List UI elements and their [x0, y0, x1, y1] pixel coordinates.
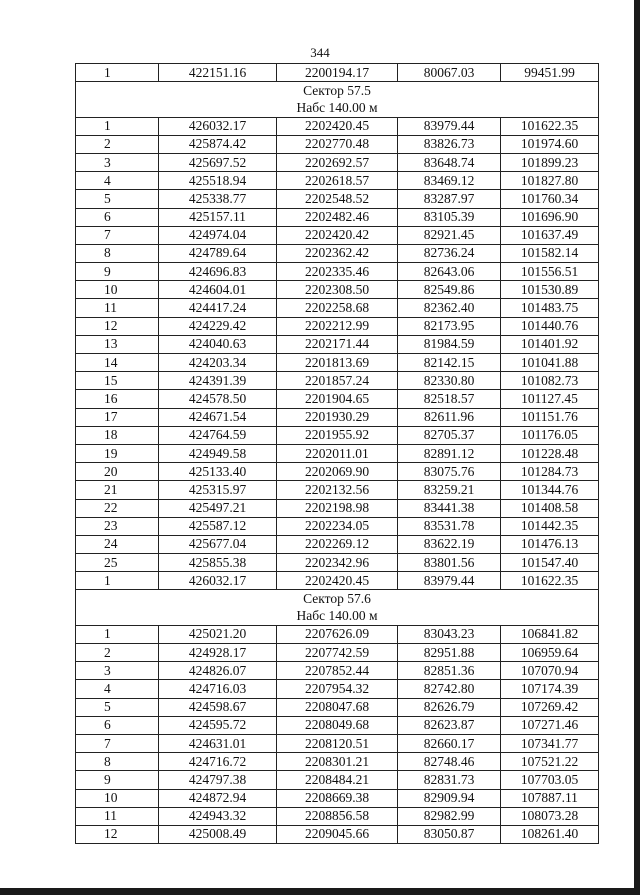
coord-x-cell: 424578.50: [159, 390, 277, 408]
local-y-cell: 107341.77: [501, 734, 599, 752]
local-y-cell: 101899.23: [501, 153, 599, 171]
local-x-cell: 83826.73: [398, 135, 501, 153]
local-x-cell: 83287.97: [398, 190, 501, 208]
point-number-cell: 17: [76, 408, 159, 426]
coord-x-cell: 425874.42: [159, 135, 277, 153]
coord-y-cell: 2202212.99: [277, 317, 398, 335]
coord-y-cell: 2208049.68: [277, 716, 398, 734]
local-y-cell: 107070.94: [501, 662, 599, 680]
table-row: [76, 335, 599, 353]
point-number-cell: 7: [76, 226, 159, 244]
coord-x-cell: 424872.94: [159, 789, 277, 807]
local-x-cell: 83979.44: [398, 572, 501, 590]
local-y-cell: 106959.64: [501, 644, 599, 662]
local-y-cell: 101974.60: [501, 135, 599, 153]
coord-x-cell: 424417.24: [159, 299, 277, 317]
coord-x-cell: 424203.34: [159, 354, 277, 372]
point-number-cell: 16: [76, 390, 159, 408]
local-x-cell: 81984.59: [398, 335, 501, 353]
point-number-cell: 7: [76, 734, 159, 752]
coord-x-cell: 424631.01: [159, 734, 277, 752]
local-y-cell: 101442.35: [501, 517, 599, 535]
local-y-cell: 101440.76: [501, 317, 599, 335]
coord-y-cell: 2202269.12: [277, 535, 398, 553]
local-y-cell: 101622.35: [501, 572, 599, 590]
coord-x-cell: 424595.72: [159, 716, 277, 734]
local-x-cell: 83469.12: [398, 172, 501, 190]
coord-y-cell: 2202258.68: [277, 299, 398, 317]
coord-y-cell: 2202335.46: [277, 263, 398, 281]
coord-y-cell: 2201904.65: [277, 390, 398, 408]
local-x-cell: 82626.79: [398, 698, 501, 716]
local-x-cell: 83622.19: [398, 535, 501, 553]
sector-title-row: [76, 590, 599, 608]
local-y-cell: 101408.58: [501, 499, 599, 517]
coord-y-cell: 2202011.01: [277, 444, 398, 462]
table-row: [76, 554, 599, 572]
coord-x-cell: 425338.77: [159, 190, 277, 208]
point-number-cell: 25: [76, 554, 159, 572]
local-y-cell: 107271.46: [501, 716, 599, 734]
table-row: [76, 535, 599, 553]
table-row: [76, 444, 599, 462]
local-x-cell: 83050.87: [398, 825, 501, 843]
table-row: [76, 499, 599, 517]
local-y-cell: 101547.40: [501, 554, 599, 572]
table-row: [76, 481, 599, 499]
local-y-cell: 101401.92: [501, 335, 599, 353]
point-number-cell: 10: [76, 281, 159, 299]
table-row: [76, 789, 599, 807]
local-y-cell: 101476.13: [501, 535, 599, 553]
coord-y-cell: 2202234.05: [277, 517, 398, 535]
local-x-cell: 82705.37: [398, 426, 501, 444]
point-number-cell: 10: [76, 789, 159, 807]
coord-y-cell: 2207852.44: [277, 662, 398, 680]
table-row: [76, 572, 599, 590]
coordinates-table-body: [76, 64, 599, 844]
coord-y-cell: 2208856.58: [277, 807, 398, 825]
coord-x-cell: 425855.38: [159, 554, 277, 572]
coord-y-cell: 2201955.92: [277, 426, 398, 444]
local-x-cell: 83979.44: [398, 117, 501, 135]
coord-x-cell: 425021.20: [159, 625, 277, 643]
local-y-cell: 101696.90: [501, 208, 599, 226]
coord-x-cell: 425587.12: [159, 517, 277, 535]
coord-y-cell: 2202548.52: [277, 190, 398, 208]
local-x-cell: 83441.38: [398, 499, 501, 517]
local-x-cell: 82742.80: [398, 680, 501, 698]
table-row: [76, 153, 599, 171]
coord-x-cell: 424604.01: [159, 281, 277, 299]
coord-y-cell: 2202069.90: [277, 463, 398, 481]
table-row: [76, 190, 599, 208]
coord-y-cell: 2202618.57: [277, 172, 398, 190]
coord-x-cell: 424928.17: [159, 644, 277, 662]
table-row: [76, 625, 599, 643]
coord-y-cell: 2202692.57: [277, 153, 398, 171]
coord-x-cell: 426032.17: [159, 572, 277, 590]
point-number-cell: 9: [76, 263, 159, 281]
table-row: [76, 463, 599, 481]
local-y-cell: 107269.42: [501, 698, 599, 716]
coord-x-cell: 424716.72: [159, 753, 277, 771]
local-y-cell: 107703.05: [501, 771, 599, 789]
coord-x-cell: 424696.83: [159, 263, 277, 281]
local-y-cell: 101127.45: [501, 390, 599, 408]
point-number-cell: 2: [76, 135, 159, 153]
point-number-cell: 11: [76, 299, 159, 317]
coord-y-cell: 2202482.46: [277, 208, 398, 226]
table-row: [76, 263, 599, 281]
coord-x-cell: 426032.17: [159, 117, 277, 135]
point-number-cell: 19: [76, 444, 159, 462]
coord-x-cell: 424789.64: [159, 244, 277, 262]
table-row: [76, 64, 599, 82]
point-number-cell: 8: [76, 753, 159, 771]
local-x-cell: 82891.12: [398, 444, 501, 462]
coord-x-cell: 425157.11: [159, 208, 277, 226]
local-y-cell: 107887.11: [501, 789, 599, 807]
point-number-cell: 24: [76, 535, 159, 553]
table-row: [76, 644, 599, 662]
point-number-cell: 6: [76, 716, 159, 734]
sector-height-row: [76, 608, 599, 626]
local-x-cell: 82736.24: [398, 244, 501, 262]
point-number-cell: 1: [76, 572, 159, 590]
local-x-cell: 83043.23: [398, 625, 501, 643]
point-number-cell: 8: [76, 244, 159, 262]
point-number-cell: 6: [76, 208, 159, 226]
coord-y-cell: 2201857.24: [277, 372, 398, 390]
table-row: [76, 372, 599, 390]
table-row: [76, 716, 599, 734]
local-y-cell: 101622.35: [501, 117, 599, 135]
table-row: [76, 281, 599, 299]
local-x-cell: 82982.99: [398, 807, 501, 825]
local-x-cell: 83531.78: [398, 517, 501, 535]
local-y-cell: 101082.73: [501, 372, 599, 390]
point-number-cell: 1: [76, 64, 159, 82]
coord-y-cell: 2207626.09: [277, 625, 398, 643]
local-y-cell: 108261.40: [501, 825, 599, 843]
local-y-cell: 99451.99: [501, 64, 599, 82]
local-y-cell: 101284.73: [501, 463, 599, 481]
point-number-cell: 11: [76, 807, 159, 825]
table-row: [76, 517, 599, 535]
table-row: [76, 734, 599, 752]
local-y-cell: 101344.76: [501, 481, 599, 499]
local-x-cell: 82518.57: [398, 390, 501, 408]
point-number-cell: 1: [76, 625, 159, 643]
sector-title: Сектор 57.5: [76, 82, 599, 100]
table-row: [76, 117, 599, 135]
coord-y-cell: 2202198.98: [277, 499, 398, 517]
local-y-cell: 101637.49: [501, 226, 599, 244]
table-row: [76, 317, 599, 335]
coord-y-cell: 2208120.51: [277, 734, 398, 752]
sector-height: Набс 140.00 м: [76, 608, 599, 626]
coord-y-cell: 2208669.38: [277, 789, 398, 807]
local-y-cell: 101041.88: [501, 354, 599, 372]
coord-x-cell: 425497.21: [159, 499, 277, 517]
coord-y-cell: 2202420.42: [277, 226, 398, 244]
local-x-cell: 82951.88: [398, 644, 501, 662]
table-row: [76, 354, 599, 372]
local-y-cell: 107521.22: [501, 753, 599, 771]
coord-x-cell: 425315.97: [159, 481, 277, 499]
table-row: [76, 172, 599, 190]
coord-x-cell: 424229.42: [159, 317, 277, 335]
local-x-cell: 83801.56: [398, 554, 501, 572]
local-y-cell: 101176.05: [501, 426, 599, 444]
table-row: [76, 426, 599, 444]
local-x-cell: 82611.96: [398, 408, 501, 426]
local-y-cell: 101151.76: [501, 408, 599, 426]
coord-y-cell: 2209045.66: [277, 825, 398, 843]
table-row: [76, 662, 599, 680]
point-number-cell: 13: [76, 335, 159, 353]
coord-x-cell: 424391.39: [159, 372, 277, 390]
coord-x-cell: 425697.52: [159, 153, 277, 171]
coord-y-cell: 2202308.50: [277, 281, 398, 299]
coord-x-cell: 424040.63: [159, 335, 277, 353]
table-row: [76, 807, 599, 825]
point-number-cell: 18: [76, 426, 159, 444]
local-y-cell: 101483.75: [501, 299, 599, 317]
point-number-cell: 3: [76, 662, 159, 680]
local-x-cell: 80067.03: [398, 64, 501, 82]
table-row: [76, 680, 599, 698]
coord-y-cell: 2208484.21: [277, 771, 398, 789]
table-row: [76, 244, 599, 262]
scan-edge-right: [634, 0, 640, 895]
local-x-cell: 83259.21: [398, 481, 501, 499]
coord-x-cell: 425518.94: [159, 172, 277, 190]
local-y-cell: 101530.89: [501, 281, 599, 299]
table-row: [76, 698, 599, 716]
point-number-cell: 4: [76, 172, 159, 190]
point-number-cell: 12: [76, 825, 159, 843]
point-number-cell: 2: [76, 644, 159, 662]
point-number-cell: 23: [76, 517, 159, 535]
point-number-cell: 5: [76, 190, 159, 208]
local-x-cell: 83075.76: [398, 463, 501, 481]
coord-y-cell: 2202770.48: [277, 135, 398, 153]
local-x-cell: 82748.46: [398, 753, 501, 771]
local-y-cell: 101582.14: [501, 244, 599, 262]
coord-y-cell: 2200194.17: [277, 64, 398, 82]
local-y-cell: 106841.82: [501, 625, 599, 643]
local-x-cell: 82362.40: [398, 299, 501, 317]
table-row: [76, 135, 599, 153]
coord-y-cell: 2202342.96: [277, 554, 398, 572]
sector-title: Сектор 57.6: [76, 590, 599, 608]
local-x-cell: 83648.74: [398, 153, 501, 171]
coord-x-cell: 424716.03: [159, 680, 277, 698]
local-y-cell: 101827.80: [501, 172, 599, 190]
local-x-cell: 82831.73: [398, 771, 501, 789]
coord-x-cell: 424671.54: [159, 408, 277, 426]
table-row: [76, 208, 599, 226]
table-row: [76, 753, 599, 771]
point-number-cell: 4: [76, 680, 159, 698]
point-number-cell: 22: [76, 499, 159, 517]
coord-x-cell: 422151.16: [159, 64, 277, 82]
page-number: 344: [310, 45, 330, 60]
coord-y-cell: 2202420.45: [277, 117, 398, 135]
sector-height-row: [76, 99, 599, 117]
local-x-cell: 82909.94: [398, 789, 501, 807]
coord-y-cell: 2202171.44: [277, 335, 398, 353]
point-number-cell: 14: [76, 354, 159, 372]
local-y-cell: 107174.39: [501, 680, 599, 698]
point-number-cell: 3: [76, 153, 159, 171]
sector-height: Набс 140.00 м: [76, 99, 599, 117]
coord-y-cell: 2208047.68: [277, 698, 398, 716]
point-number-cell: 12: [76, 317, 159, 335]
local-x-cell: 82549.86: [398, 281, 501, 299]
coord-x-cell: 424797.38: [159, 771, 277, 789]
coord-y-cell: 2202420.45: [277, 572, 398, 590]
local-x-cell: 82921.45: [398, 226, 501, 244]
local-y-cell: 101760.34: [501, 190, 599, 208]
coord-x-cell: 425008.49: [159, 825, 277, 843]
coord-x-cell: 424598.67: [159, 698, 277, 716]
local-x-cell: 82142.15: [398, 354, 501, 372]
local-x-cell: 82851.36: [398, 662, 501, 680]
point-number-cell: 1: [76, 117, 159, 135]
point-number-cell: 21: [76, 481, 159, 499]
coord-y-cell: 2202132.56: [277, 481, 398, 499]
coordinates-table: [75, 63, 599, 844]
coord-y-cell: 2202362.42: [277, 244, 398, 262]
local-x-cell: 83105.39: [398, 208, 501, 226]
table-row: [76, 825, 599, 843]
table-row: [76, 390, 599, 408]
scan-edge-bottom: [0, 888, 640, 895]
point-number-cell: 20: [76, 463, 159, 481]
coord-y-cell: 2201930.29: [277, 408, 398, 426]
local-y-cell: 101228.48: [501, 444, 599, 462]
coord-x-cell: 424949.58: [159, 444, 277, 462]
coord-y-cell: 2208301.21: [277, 753, 398, 771]
point-number-cell: 5: [76, 698, 159, 716]
local-x-cell: 82330.80: [398, 372, 501, 390]
coord-x-cell: 424826.07: [159, 662, 277, 680]
coord-x-cell: 424974.04: [159, 226, 277, 244]
local-y-cell: 101556.51: [501, 263, 599, 281]
local-x-cell: 82660.17: [398, 734, 501, 752]
local-x-cell: 82173.95: [398, 317, 501, 335]
local-x-cell: 82623.87: [398, 716, 501, 734]
coord-x-cell: 424943.32: [159, 807, 277, 825]
table-row: [76, 408, 599, 426]
coord-y-cell: 2201813.69: [277, 354, 398, 372]
coord-y-cell: 2207742.59: [277, 644, 398, 662]
table-row: [76, 299, 599, 317]
point-number-cell: 9: [76, 771, 159, 789]
coord-x-cell: 425133.40: [159, 463, 277, 481]
local-x-cell: 82643.06: [398, 263, 501, 281]
coord-x-cell: 425677.04: [159, 535, 277, 553]
coord-x-cell: 424764.59: [159, 426, 277, 444]
sector-title-row: [76, 82, 599, 100]
point-number-cell: 15: [76, 372, 159, 390]
table-row: [76, 771, 599, 789]
local-y-cell: 108073.28: [501, 807, 599, 825]
coord-y-cell: 2207954.32: [277, 680, 398, 698]
table-row: [76, 226, 599, 244]
